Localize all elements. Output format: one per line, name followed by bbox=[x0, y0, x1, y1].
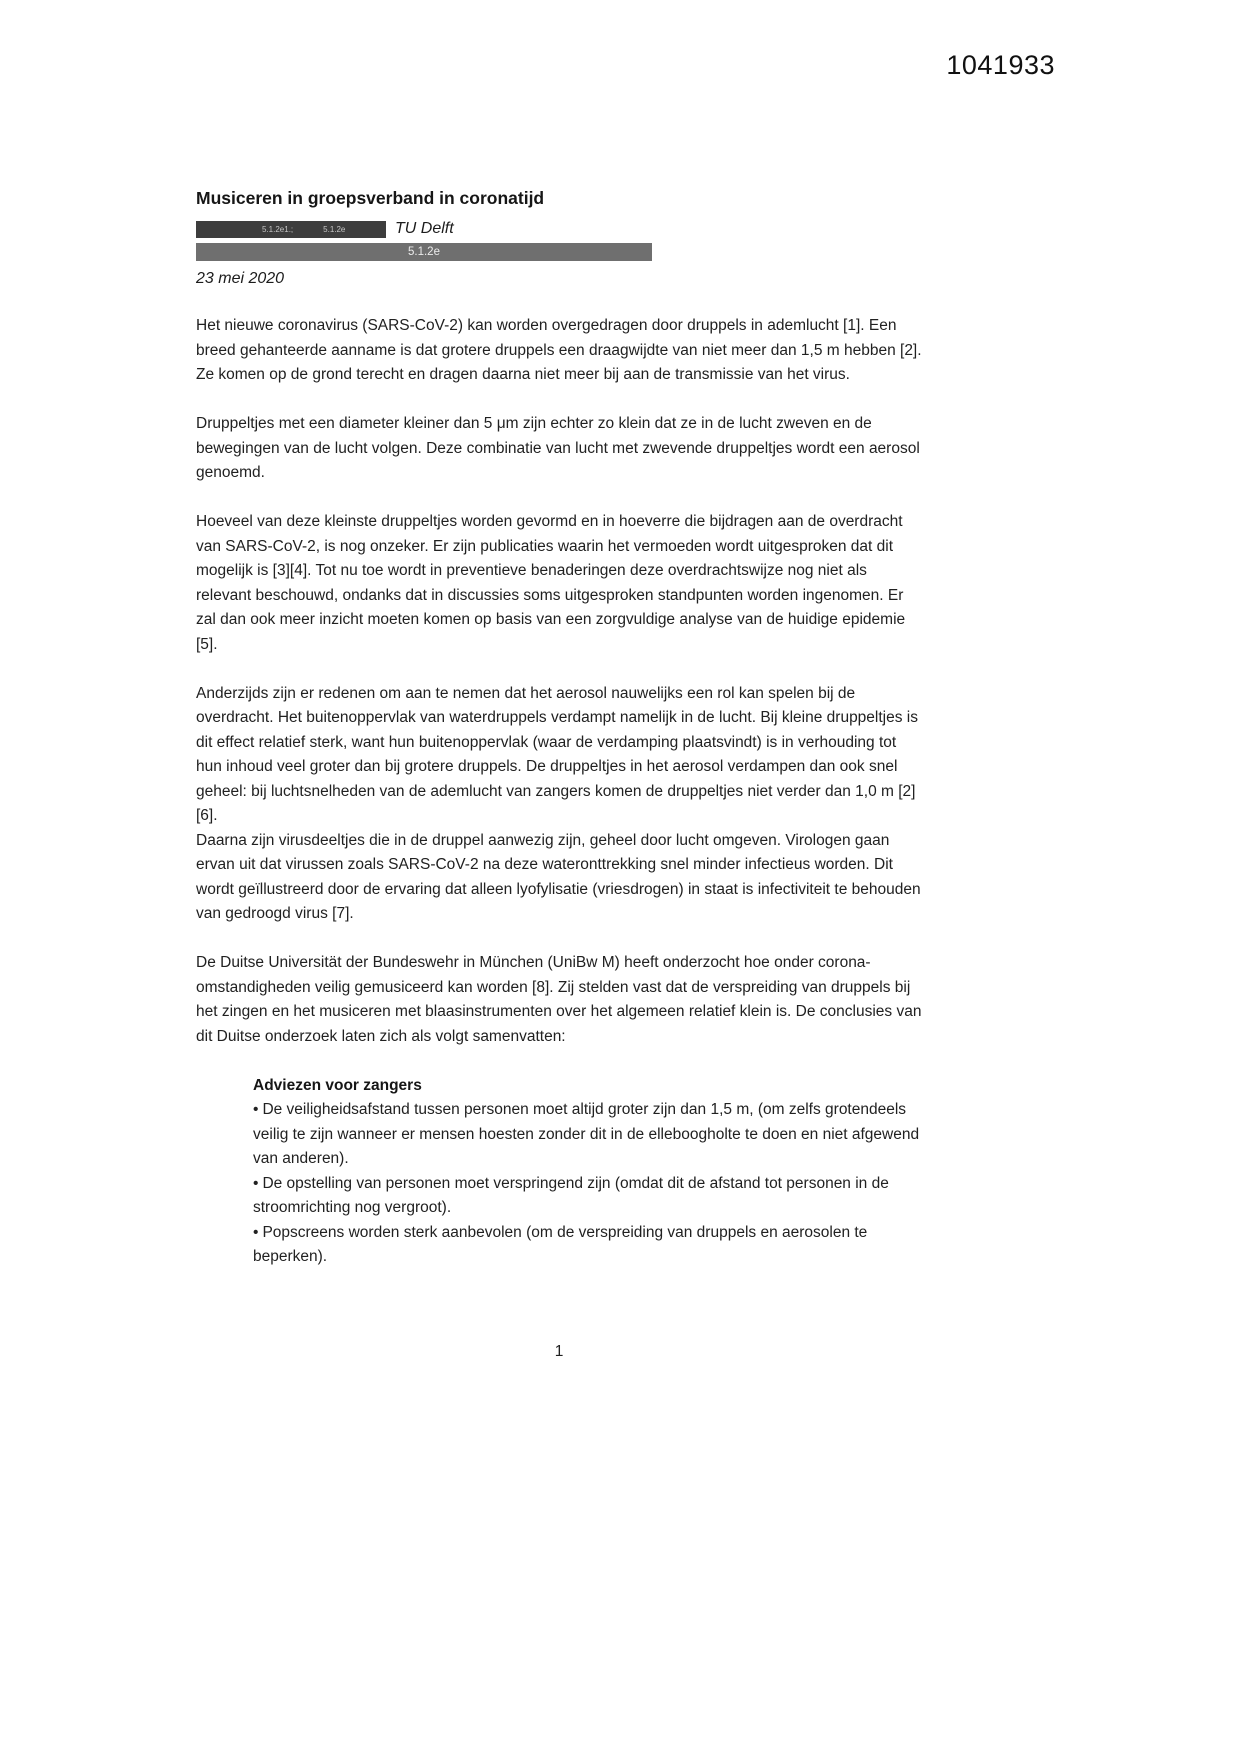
advice-bullet-popscreens: Popscreens worden sterk aanbevolen (om de verspreiding van druppels en aerosolen te beperken). bbox=[253, 1223, 868, 1265]
list-item bbox=[253, 1172, 922, 1221]
paragraph-transmission-uncertainty: Hoeveel van deze kleinste druppeltjes worden gevormd en in hoeverre die bijdragen aan de overdracht van SARS-CoV-2, is nog onzeker. Er zijn publicaties waarin het vermoeden wordt uitgesproken dat dit mogelijk is [3][4]. Tot nu toe wordt in preventieve benaderingen deze overdrachtswijze nog niet als relevant beschouwd, ondanks dat in discussies soms uitgesproken standpunten worden ingenomen. Er zal dan ook meer inzicht moeten komen op basis van een zorgvuldige analyse van de huidige epidemie [5]. bbox=[196, 513, 906, 653]
redaction-bar-author bbox=[196, 221, 386, 238]
redaction-code-right: 5.1.2e bbox=[323, 224, 346, 234]
paragraph-virus-drying: Daarna zijn virusdeeltjes die in de druppel aanwezig zijn, geheel door lucht omgeven. Virologen gaan ervan uit dat virussen zoals SARS-CoV-2 na deze wateronttrekking snel minder infectieus worden. Dit wordt geïllustreerd door de ervaring dat alleen lyofylisatie (vriesdrogen) in staat is infectiviteit te behouden van gedroogd virus [7]. bbox=[196, 831, 921, 922]
document-date: 23 mei 2020 bbox=[196, 270, 285, 287]
paragraph-intro-droplets: Het nieuwe coronavirus (SARS-CoV-2) kan worden overgedragen door druppels in ademlucht [1]. Een breed gehanteerde aanname is dat grotere druppels een draagwijdte van niet meer dan 1,5 m hebben [2]. Ze komen op de grond terecht en dragen daarna niet meer bij aan de transmissie van het virus. bbox=[196, 317, 922, 383]
paragraph-aerosol-definition: Druppeltjes met een diameter kleiner dan 5 μm zijn echter zo klein dat ze in de lucht zweven en de bewegingen van de lucht volgen. Deze combinatie van lucht met zwevende druppeltjes wordt een aerosol genoemd. bbox=[196, 415, 920, 481]
author-affiliation: TU Delft bbox=[395, 220, 454, 237]
advice-bullet-staggered: De opstelling van personen moet verspringend zijn (omdat dit de afstand tot personen in de stroomrichting nog vergroot). bbox=[253, 1174, 889, 1216]
list-item bbox=[253, 1098, 922, 1172]
byline-row bbox=[196, 220, 922, 238]
redaction-bar-contact bbox=[196, 243, 652, 261]
redaction-code-left: 5.1.2e1.; bbox=[262, 224, 294, 234]
paragraph-evaporation: Anderzijds zijn er redenen om aan te nemen dat het aerosol nauwelijks een rol kan spelen bij de overdracht. Het buitenoppervlak van waterdruppels verdampt namelijk in de lucht. Bij kleine druppeltjes is dit effect relatief sterk, want hun buitenoppervlak (waar de verdamping plaatsvindt) is in verhouding tot hun inhoud veel groter dan bij grotere druppels. De druppeltjes in het aerosol verdampen dan ook snel geheel: bij luchtsnelheden van de ademlucht van zangers komen de druppeltjes niet verder dan 1,0 m [2][6]. bbox=[196, 684, 918, 824]
document-id-number: 1041933 bbox=[946, 50, 1055, 80]
advice-heading: Adviezen voor zangers bbox=[253, 1076, 422, 1094]
advice-section bbox=[253, 1074, 922, 1270]
advice-bullet-distance: De veiligheidsafstand tussen personen moet altijd groter zijn dan 1,5 m, (om zelfs grotendeels veilig te zijn wanneer er mensen hoesten zonder dit in de elleboogholte te doen en niet afgewend van anderen). bbox=[253, 1101, 920, 1167]
bullet-icon: • bbox=[253, 1174, 259, 1192]
bullet-icon: • bbox=[253, 1223, 259, 1241]
page-number: 1 bbox=[554, 1343, 564, 1360]
list-item bbox=[253, 1221, 922, 1270]
bullet-icon: • bbox=[253, 1101, 259, 1118]
document-content bbox=[196, 188, 922, 1270]
redaction-code-center: 5.1.2e bbox=[408, 246, 440, 258]
document-title: Musiceren in groepsverband in coronatijd bbox=[196, 188, 545, 208]
body-text bbox=[196, 314, 922, 1049]
paragraph-unibw-study: De Duitse Universität der Bundeswehr in München (UniBw M) heeft onderzocht hoe onder corona-omstandigheden veilig gemusiceerd kan worden [8]. Zij stelden vast dat de verspreiding van druppels bij het zingen en het musiceren met blaasinstrumenten over het algemeen relatief klein is. De conclusies van dit Duitse onderzoek laten zich als volgt samenvatten: bbox=[196, 954, 922, 1045]
